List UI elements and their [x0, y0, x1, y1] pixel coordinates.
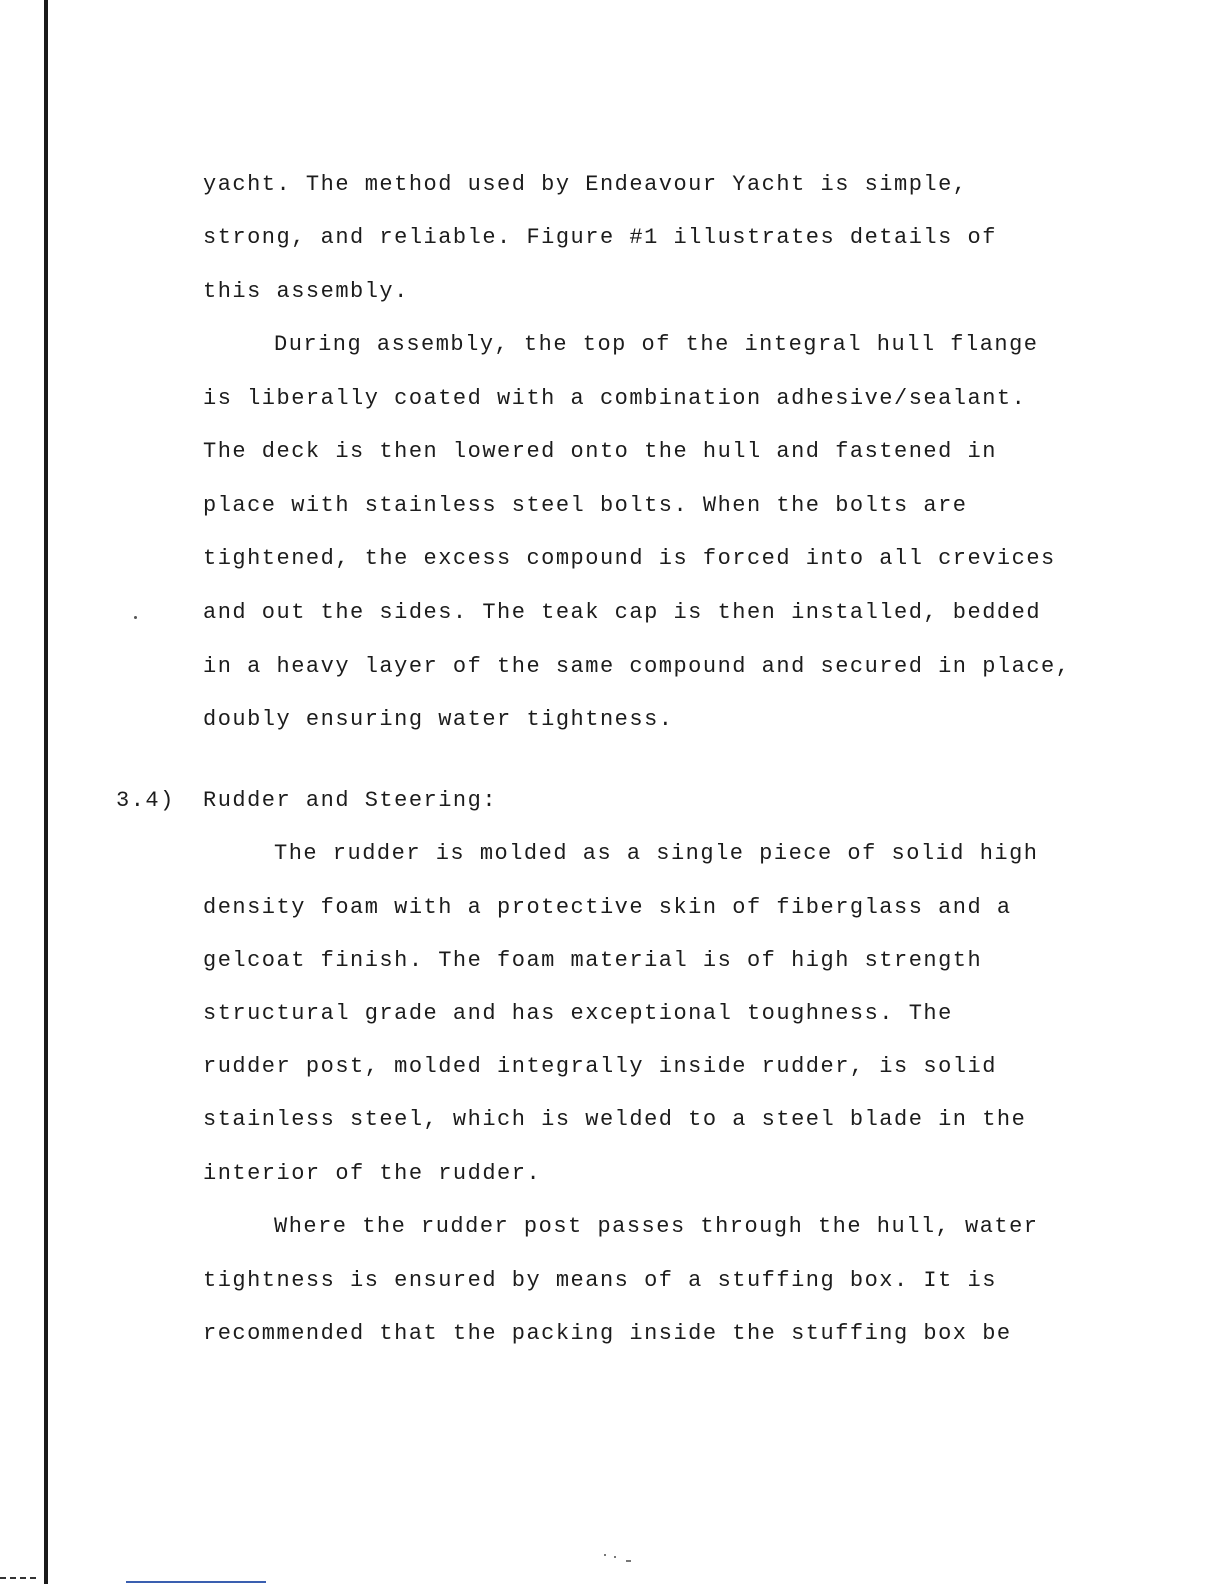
text-line: Where the rudder post passes through the hull, water: [274, 1214, 1039, 1239]
text-line: During assembly, the top of the integral hull flange: [274, 332, 1039, 357]
text-line: The rudder is molded as a single piece of solid high: [274, 841, 1039, 866]
text-line: this assembly.: [203, 279, 409, 304]
text-line: interior of the rudder.: [203, 1161, 542, 1186]
text-line: in a heavy layer of the same compound and secured in place,: [203, 654, 1071, 679]
margin-speck: [134, 616, 137, 619]
text-line: tightened, the excess compound is forced into all crevices: [203, 546, 1056, 571]
text-line: doubly ensuring water tightness.: [203, 707, 674, 732]
text-line: rudder post, molded integrally inside rudder, is solid: [203, 1054, 997, 1079]
text-line: recommended that the packing inside the stuffing box be: [203, 1321, 1012, 1346]
footer-rule: [126, 1581, 266, 1583]
text-line: gelcoat finish. The foam material is of high strength: [203, 948, 983, 973]
scan-edge-tick: [0, 1577, 36, 1579]
text-line: strong, and reliable. Figure #1 illustrates details of: [203, 225, 997, 250]
text-line: structural grade and has exceptional toughness. The: [203, 1001, 953, 1026]
text-line: is liberally coated with a combination adhesive/sealant.: [203, 386, 1027, 411]
section-number: 3.4): [116, 788, 175, 813]
text-line: tightness is ensured by means of a stuffing box. It is: [203, 1268, 997, 1293]
text-line: yacht. The method used by Endeavour Yacht is simple,: [203, 172, 968, 197]
text-line: density foam with a protective skin of fiberglass and a: [203, 895, 1012, 920]
section-title: Rudder and Steering:: [203, 788, 498, 813]
text-line: and out the sides. The teak cap is then installed, bedded: [203, 600, 1042, 625]
text-line: place with stainless steel bolts. When the bolts are: [203, 493, 968, 518]
scan-binding-edge: [44, 0, 48, 1584]
text-line: stainless steel, which is welded to a steel blade in the: [203, 1107, 1027, 1132]
scan-specks: [604, 1552, 634, 1562]
text-line: The deck is then lowered onto the hull and fastened in: [203, 439, 997, 464]
